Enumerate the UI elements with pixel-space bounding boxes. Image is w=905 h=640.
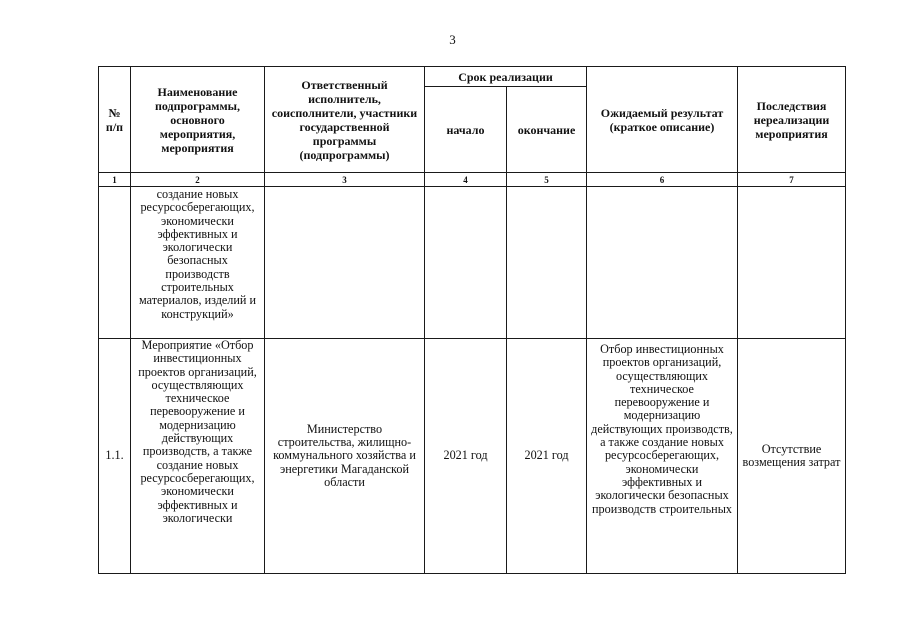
col-number-4: 4 bbox=[463, 174, 468, 185]
table-border-bottom bbox=[98, 573, 846, 574]
col-number-5: 5 bbox=[544, 174, 549, 185]
row1-end bbox=[507, 187, 586, 338]
header-executor: Ответственный исполнитель, соисполнители, участники государственной программы (подпрограммы) bbox=[271, 77, 418, 162]
row1-start bbox=[425, 187, 506, 338]
row1-result bbox=[587, 187, 737, 338]
col-number-7: 7 bbox=[789, 174, 794, 185]
row2-start: 2021 год bbox=[443, 448, 488, 463]
header-result: Ожидаемый результат (краткое описание) bbox=[600, 105, 724, 134]
row2-name: Мероприятие «Отбор инвестиционных проектов организаций, осуществляющих техническое перевооружение и модернизацию действующих производств, а также создание новых ресурсосберегающих, экономически эффективных и экологически bbox=[138, 338, 257, 525]
row1-consequence bbox=[738, 187, 845, 338]
table-border-right bbox=[845, 66, 846, 574]
measures-table bbox=[98, 66, 846, 574]
row1-executor bbox=[265, 187, 424, 338]
col-number-3: 3 bbox=[342, 174, 347, 185]
header-name: Наименование подпрограммы, основного мероприятия, мероприятия bbox=[154, 84, 241, 155]
header-number: № п/п bbox=[105, 105, 124, 134]
header-start: начало bbox=[446, 122, 485, 137]
header-end: окончание bbox=[517, 122, 576, 137]
col-number-6: 6 bbox=[659, 174, 665, 185]
header-period-group: Срок реализации bbox=[458, 69, 553, 84]
row2-executor: Министерство строительства, жилищно-коммунального хозяйства и энергетики Магаданской области bbox=[273, 421, 416, 489]
row2-end: 2021 год bbox=[524, 448, 569, 463]
page-number: 3 bbox=[449, 32, 456, 47]
col-number-1: 1 bbox=[112, 174, 117, 185]
row1-name: создание новых ресурсосберегающих, экономически эффективных и экологически безопасных производств строительных материалов, изделий и конструкций» bbox=[138, 187, 257, 321]
row2-consequence: Отсутствие возмещения затрат bbox=[742, 441, 841, 469]
header-consequence: Последствия нереализации мероприятия bbox=[753, 98, 830, 141]
row2-number: 1.1. bbox=[105, 448, 124, 463]
row2-result: Отбор инвестиционных проектов организаций, осуществляющих техническое перевооружение и модернизацию действующих производств, а также создание новых ресурсосберегающих, экономически эффективных и экологически безопасных производств строительных bbox=[591, 342, 733, 516]
col-number-2: 2 bbox=[195, 174, 200, 185]
